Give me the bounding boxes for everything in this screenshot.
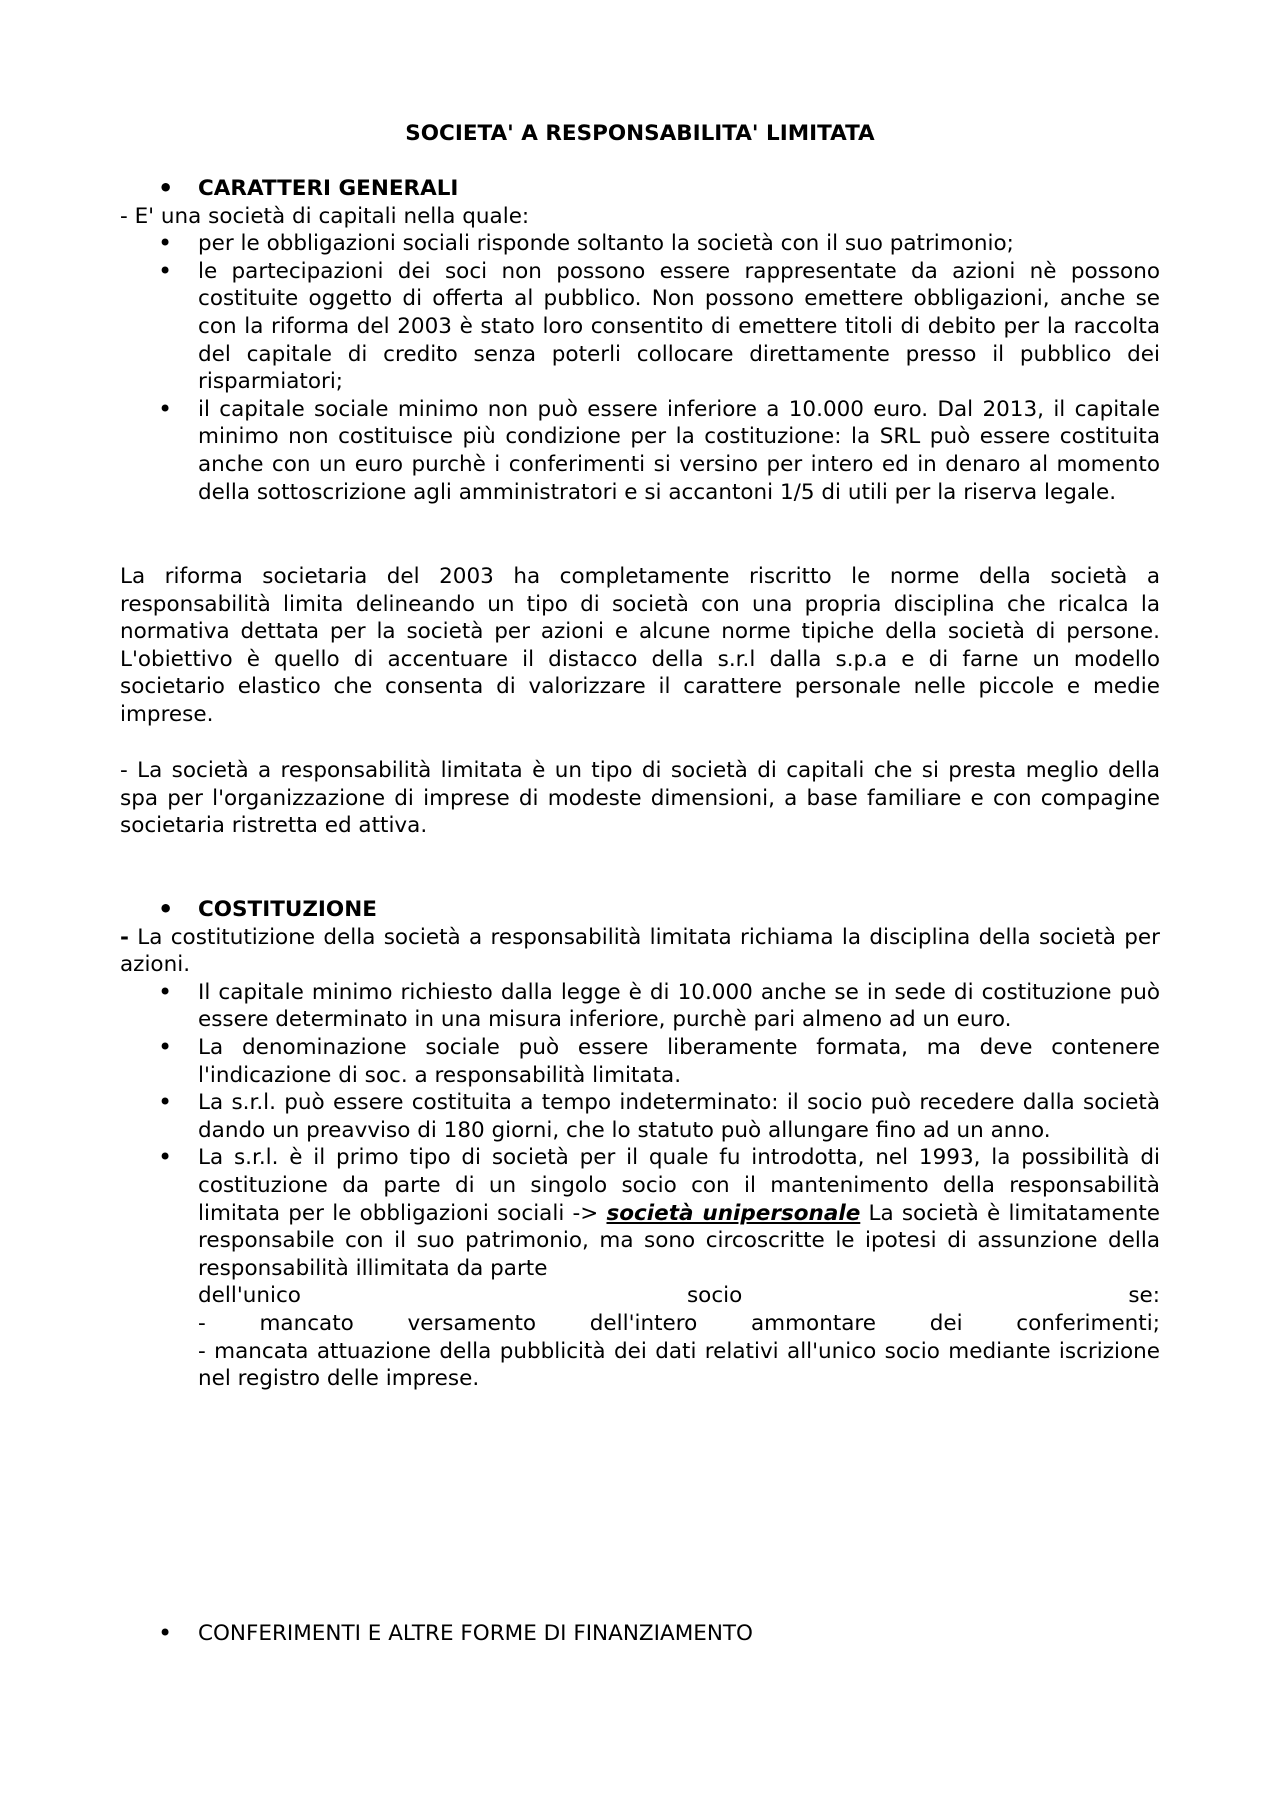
list-item: • le partecipazioni dei soci non possono essere rappresentate da azioni nè possono costituite oggetto di offerta al pubblico. Non possono emettere obbligazioni, anche se con la riforma del 2003 è stato loro consentito di emettere titoli di debito per la raccolta del capitale di credito senza poterli collocare direttamente presso il pubblico dei risparmiatori; [120, 258, 1160, 396]
emphasis-term: società unipersonale [606, 1200, 861, 1226]
list-item: • La denominazione sociale può essere liberamente formata, ma deve contenere l'indicazione di soc. a responsabilità limitata. [120, 1034, 1160, 1089]
section-intro: - E' una società di capitali nella quale: [120, 203, 530, 229]
section-conferimenti [120, 1620, 1160, 1648]
section-intro: - La costitutizione della società a responsabilità limitata richiama la disciplina della società per azioni. [120, 924, 1160, 978]
spread-line: dell'unico socio se: [198, 1283, 1160, 1309]
section-caratteri-generali [120, 175, 1160, 506]
dash-marker: - [120, 924, 129, 950]
list-item: • il capitale sociale minimo non può essere inferiore a 10.000 euro. Dal 2013, il capitale minimo non costituisce più condizione per la costituzione: la SRL può essere costituita anche con un euro purchè i conferimenti si versino per intero ed in denaro al momento della sottoscrizione agli amministratori e si accantoni 1/5 di utili per la riserva legale. [120, 396, 1160, 506]
section-costituzione [120, 896, 1160, 1393]
page-title: SOCIETA' A RESPONSABILITA' LIMITATA [405, 121, 875, 146]
bullet-list [120, 230, 1160, 506]
section-heading: • CONFERIMENTI E ALTRE FORME DI FINANZIAMENTO [120, 1620, 1160, 1648]
section-heading: • COSTITUZIONE [120, 896, 1160, 924]
list-item: • La s.r.l. può essere costituita a tempo indeterminato: il socio può recedere dalla società dando un preavviso di 180 giorni, che lo statuto può allungare fino ad un anno. [120, 1089, 1160, 1144]
paragraph: La riforma societaria del 2003 ha completamente riscritto le norme della società a responsabilità limita delineando un tipo di società con una propria disciplina che ricalca la normativa dettata per la società per azioni e alcune norme tipiche della società di persone. L'obiettivo è quello di accentuare il distacco della s.r.l dalla s.p.a e di farne un modello societario elastico che consenta di valorizzare il carattere personale nelle piccole e medie imprese. [120, 564, 1160, 727]
paragraph: - La società a responsabilità limitata è un tipo di società di capitali che si presta meglio della spa per l'organizzazione di imprese di modeste dimensioni, a base familiare e con compagine societaria ristretta ed attiva. [120, 758, 1160, 839]
list-item: • La s.r.l. è il primo tipo di società per il quale fu introdotta, nel 1993, la possibilità di costituzione da parte di un singolo socio con il mantenimento della responsabilità limitata per le obbligazioni sociali -> società unipersonale La società è limitatamente responsabile con il suo patrimonio, ma sono circoscritte le ipotesi di assunzione della responsabilità illimitata da parte dell'unico socio se: - mancato versamento dell'intero ammontare dei conferimenti; - mancata attuazione della pubblicità dei dati relativi all'unico socio mediante iscrizione nel registro delle imprese. [120, 1144, 1160, 1392]
section-heading: • CARATTERI GENERALI [120, 175, 1160, 203]
list-item: • per le obbligazioni sociali risponde soltanto la società con il suo patrimonio; [120, 230, 1160, 258]
list-item: • Il capitale minimo richiesto dalla legge è di 10.000 anche se in sede di costituzione può essere determinato in una misura inferiore, purchè pari almeno ad un euro. [120, 979, 1160, 1034]
bullet-list [120, 979, 1160, 1393]
spread-line: - mancato versamento dell'intero ammontare dei conferimenti; [198, 1310, 1160, 1336]
